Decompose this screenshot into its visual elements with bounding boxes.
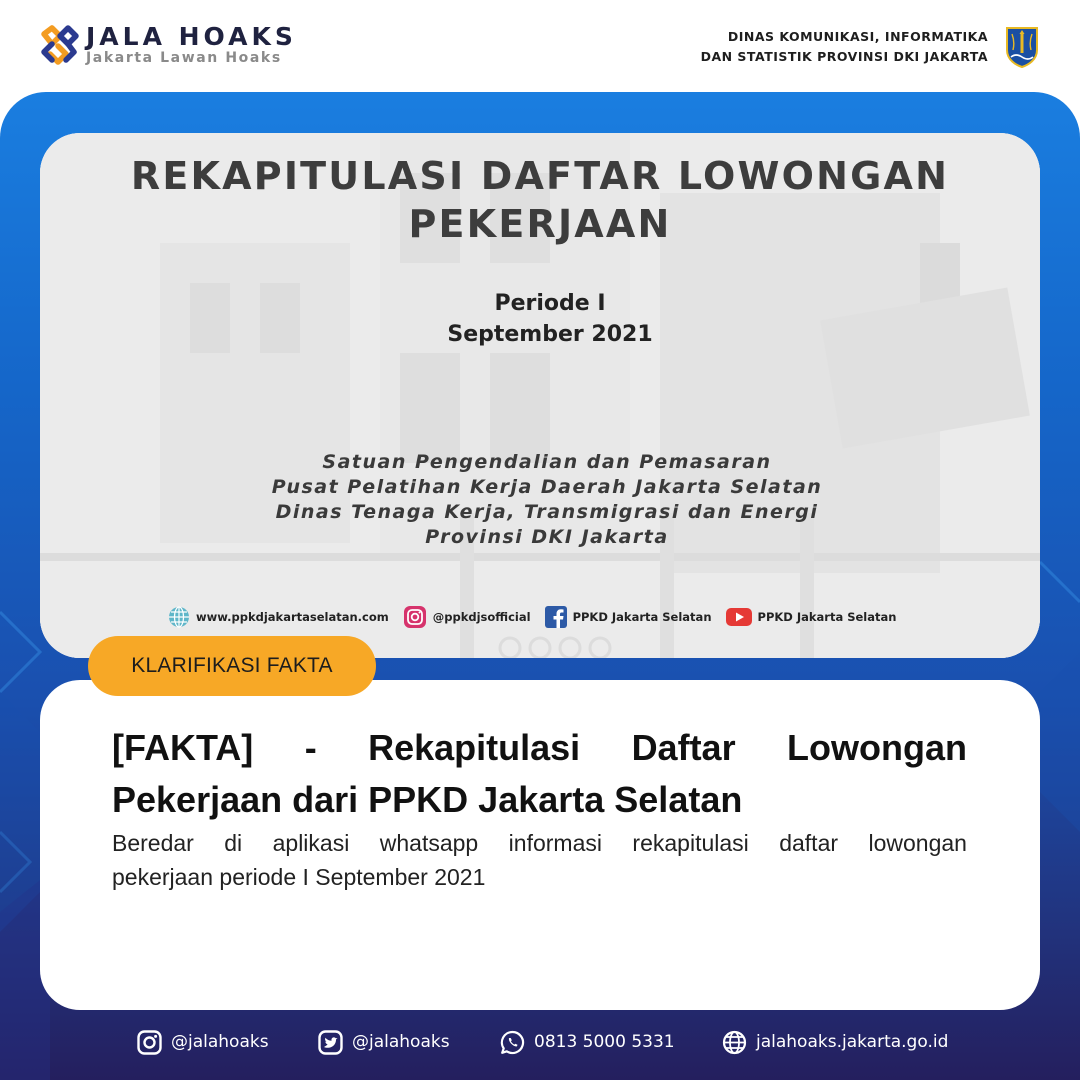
footer-instagram-link[interactable] — [137, 1027, 269, 1057]
instagram-icon — [137, 1030, 162, 1055]
document-instagram-text: @ppkdjsofficial — [432, 610, 531, 624]
body-word: whatsapp — [379, 830, 479, 856]
article-body — [112, 826, 967, 894]
instagram-icon — [403, 605, 427, 629]
headline-word: Lowongan — [786, 727, 967, 768]
article-headline — [112, 722, 967, 826]
footer-twitter-link[interactable] — [318, 1027, 450, 1057]
footer-whatsapp-text: 0813 5000 5331 — [534, 1032, 675, 1052]
document-period — [0, 288, 1080, 350]
document-youtube-text: PPKD Jakarta Selatan — [757, 610, 897, 624]
footer-twitter-text: @jalahoaks — [352, 1032, 450, 1052]
brand-title: JALA HOAKS — [86, 22, 297, 51]
body-word: rekapitulasi — [632, 830, 749, 856]
headline-line-1 — [112, 722, 967, 774]
document-org-line-1: Satuan Pengendalian dan Pemasaran — [322, 451, 772, 473]
body-line-2: pekerjaan periode I September 2021 — [112, 864, 486, 890]
footer-instagram-text: @jalahoaks — [171, 1032, 269, 1052]
document-social-links — [168, 604, 910, 630]
whatsapp-icon — [500, 1030, 525, 1055]
document-title-line-2: PEKERJAAN — [408, 202, 672, 246]
header — [0, 0, 1080, 92]
brand-subtitle: Jakarta Lawan Hoaks — [86, 50, 282, 66]
body-word: informasi — [508, 830, 602, 856]
government-agency-name — [701, 27, 988, 67]
headline-word: Daftar — [631, 727, 736, 768]
globe-icon — [168, 606, 190, 628]
document-org-line-3: Dinas Tenaga Kerja, Transmigrasi dan Energi — [275, 501, 819, 523]
headline-word: Rekapitulasi — [368, 727, 581, 768]
document-website-item — [168, 606, 389, 628]
body-word: aplikasi — [272, 830, 350, 856]
klarifikasi-fakta-badge: KLARIFIKASI FAKTA — [88, 636, 376, 696]
document-title — [0, 152, 1080, 248]
document-facebook-item — [545, 606, 712, 628]
body-word: Beredar — [112, 830, 194, 856]
globe-icon — [722, 1030, 747, 1055]
document-org-line-2: Pusat Pelatihan Kerja Daerah Jakarta Selatan — [271, 476, 823, 498]
body-line-1 — [112, 826, 967, 860]
headline-word: [FAKTA] — [112, 727, 254, 768]
footer-whatsapp-link[interactable] — [500, 1027, 675, 1057]
document-instagram-item — [403, 605, 531, 629]
headline-line-2: Pekerjaan dari PPKD Jakarta Selatan — [112, 779, 743, 820]
body-word: di — [224, 830, 243, 856]
footer-website-text: jalahoaks.jakarta.go.id — [756, 1032, 949, 1052]
gov-line-1: DINAS KOMUNIKASI, INFORMATIKA — [727, 29, 988, 44]
document-period-line-1: Periode I — [494, 291, 606, 316]
body-word: daftar — [779, 830, 839, 856]
youtube-icon — [726, 608, 752, 626]
document-website-text: www.ppkdjakartaselatan.com — [196, 610, 389, 624]
document-organization — [0, 450, 1080, 550]
jalahoaks-logo-icon — [38, 24, 80, 66]
dki-jakarta-crest-icon — [1004, 24, 1040, 68]
body-word: lowongan — [868, 830, 967, 856]
document-org-line-4: Provinsi DKI Jakarta — [425, 526, 669, 548]
footer-website-link[interactable] — [722, 1027, 948, 1057]
document-period-line-2: September 2021 — [447, 322, 653, 347]
document-youtube-item — [726, 608, 897, 626]
document-facebook-text: PPKD Jakarta Selatan — [572, 610, 712, 624]
facebook-icon — [545, 606, 567, 628]
gov-line-2: DAN STATISTIK PROVINSI DKI JAKARTA — [700, 49, 988, 64]
twitter-icon — [318, 1030, 343, 1055]
document-title-line-1: REKAPITULASI DAFTAR LOWONGAN — [130, 154, 950, 198]
headline-word: - — [304, 727, 317, 768]
